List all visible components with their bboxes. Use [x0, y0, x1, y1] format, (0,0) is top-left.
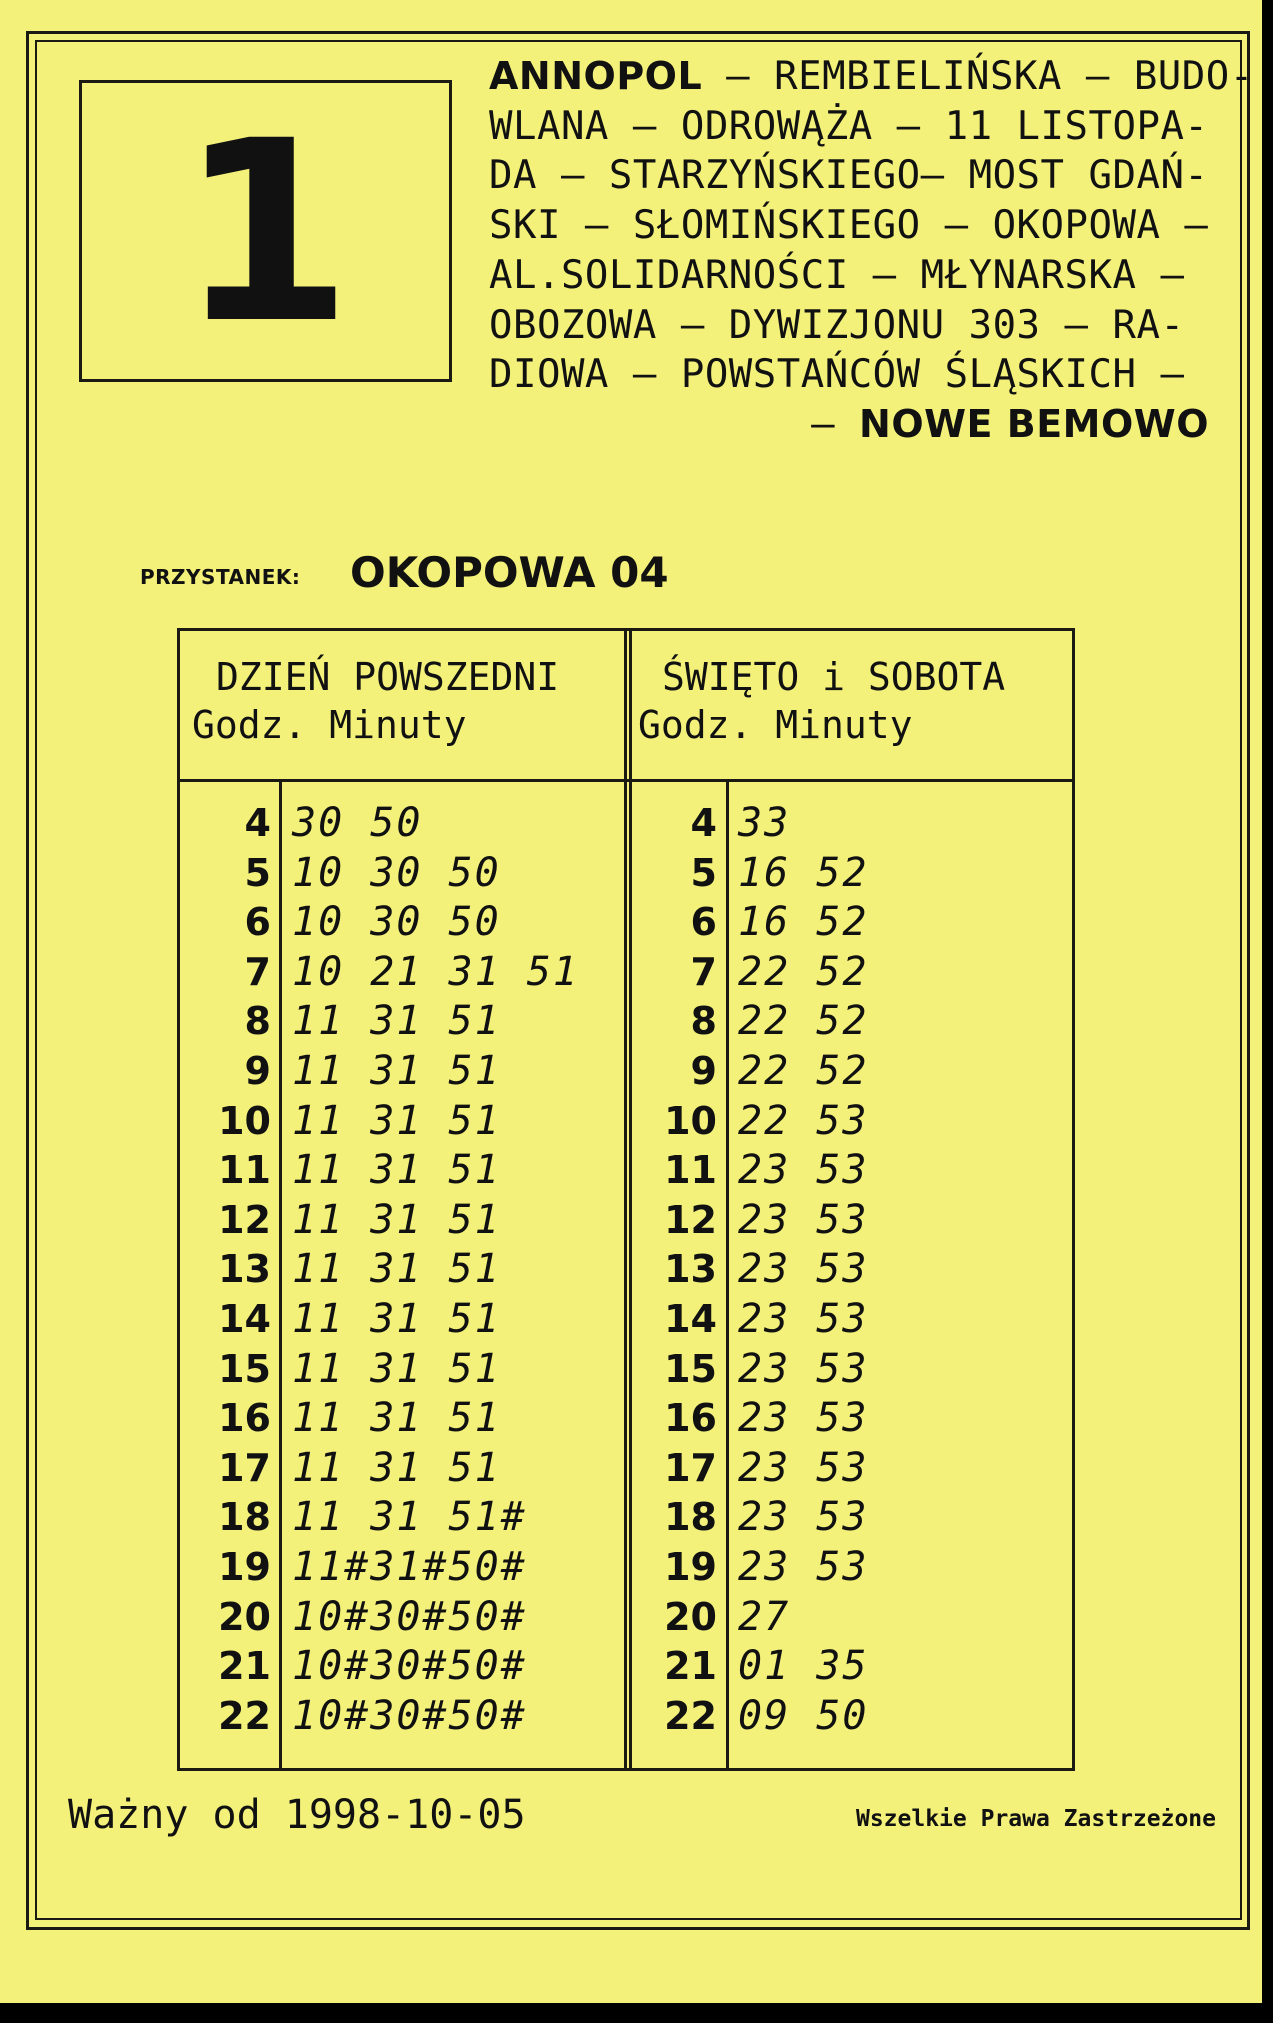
- weekday-rows: [180, 799, 579, 1741]
- route-line: [489, 251, 1229, 301]
- minutes: 23 53: [738, 1494, 869, 1541]
- minutes: 33: [738, 800, 791, 846]
- minutes: 27: [738, 1593, 791, 1640]
- hour: 21: [664, 1644, 717, 1689]
- route-line: [489, 400, 1229, 450]
- holiday-row: [626, 1444, 869, 1494]
- holiday-header: [638, 653, 1006, 749]
- minutes: 10 21 31 51: [292, 948, 579, 995]
- holiday-row: [626, 1543, 869, 1593]
- hour: 10: [664, 1098, 717, 1143]
- holiday-title: ŚWIĘTO i SOBOTA: [662, 655, 1006, 699]
- holiday-row: [626, 1394, 869, 1444]
- weekday-row: [180, 1097, 501, 1147]
- route-line: [489, 52, 1254, 102]
- route-description: [489, 52, 1254, 450]
- route-segment: OBOZOWA – DYWIZJONU 303 – RA-: [489, 302, 1185, 348]
- valid-from: Ważny od 1998-10-05: [68, 1792, 526, 1838]
- weekday-row: [180, 1642, 527, 1692]
- hour: 20: [218, 1594, 271, 1639]
- hour: 8: [244, 999, 271, 1044]
- weekday-row: [180, 1593, 527, 1643]
- minutes: 22 53: [738, 1097, 869, 1144]
- minutes: 11 31 51: [292, 1196, 501, 1243]
- hour: 21: [218, 1644, 271, 1689]
- minutes: 11#31#50#: [292, 1543, 527, 1590]
- minutes: 23 53: [738, 1147, 869, 1194]
- holiday-row: [626, 1493, 869, 1543]
- hour: 20: [664, 1594, 717, 1639]
- minutes: 11 31 51: [292, 1047, 501, 1094]
- rights-notice: Wszelkie Prawa Zastrzeżone: [855, 1806, 1216, 1832]
- hour: 12: [218, 1197, 271, 1242]
- holiday-row: [626, 849, 869, 899]
- holiday-rows: [626, 799, 869, 1741]
- weekday-row: [180, 1394, 501, 1444]
- weekday-row: [180, 1047, 501, 1097]
- hour: 9: [244, 1048, 271, 1093]
- hour: 9: [690, 1048, 717, 1093]
- hour: 22: [218, 1693, 271, 1738]
- weekday-row: [180, 1543, 527, 1593]
- hour: 4: [244, 801, 271, 845]
- hour: 12: [664, 1197, 717, 1242]
- holiday-row: [626, 948, 869, 998]
- holiday-row: [626, 1047, 869, 1097]
- holiday-hour-divider: [726, 779, 729, 1768]
- holiday-row: [626, 1345, 869, 1395]
- hour: 13: [664, 1247, 717, 1292]
- route-segment: WLANA – ODROWĄŻA – 11 LISTOPA-: [489, 103, 1209, 149]
- holiday-subtitle: Godz. Minuty: [638, 703, 913, 747]
- route-segment: DA – STARZYŃSKIEGO– MOST GDAŃ-: [489, 153, 1209, 199]
- weekday-row: [180, 1444, 501, 1494]
- weekday-header: [192, 653, 560, 749]
- hour: 19: [218, 1544, 271, 1589]
- minutes: 23 53: [738, 1543, 869, 1590]
- holiday-row: [626, 997, 869, 1047]
- hour: 7: [244, 949, 271, 994]
- hour: 4: [690, 801, 717, 845]
- hour: 14: [218, 1296, 271, 1341]
- holiday-row: [626, 1642, 869, 1692]
- minutes: 10 30 50: [292, 899, 501, 946]
- holiday-row: [626, 898, 869, 948]
- weekday-row: [180, 1692, 527, 1742]
- minutes: 11 31 51: [292, 1246, 501, 1293]
- route-segment: AL.SOLIDARNOŚCI – MŁYNARSKA –: [489, 252, 1185, 298]
- weekday-row: [180, 1245, 501, 1295]
- minutes: 11 31 51: [292, 1147, 501, 1194]
- minutes: 11 31 51#: [292, 1494, 527, 1541]
- hour: 6: [690, 900, 717, 945]
- route-line: [489, 102, 1229, 152]
- holiday-row: [626, 1245, 869, 1295]
- weekday-row: [180, 1196, 501, 1246]
- stop-name: OKOPOWA 04: [350, 548, 669, 597]
- minutes: 10#30#50#: [292, 1692, 527, 1739]
- minutes: 10#30#50#: [292, 1643, 527, 1690]
- hour: 19: [664, 1544, 717, 1589]
- minutes: 23 53: [738, 1246, 869, 1293]
- hour: 10: [218, 1098, 271, 1143]
- hour: 16: [664, 1396, 717, 1441]
- route-segment: DIOWA – POWSTAŃCÓW ŚLĄSKICH –: [489, 352, 1185, 398]
- minutes: 23 53: [738, 1196, 869, 1243]
- hour: 5: [690, 850, 717, 895]
- hour: 22: [664, 1693, 717, 1738]
- minutes: 11 31 51: [292, 1345, 501, 1392]
- minutes: 01 35: [738, 1643, 869, 1690]
- weekday-row: [180, 898, 501, 948]
- minutes: 11 31 51: [292, 1295, 501, 1342]
- minutes: 10#30#50#: [292, 1593, 527, 1640]
- holiday-row: [626, 799, 791, 849]
- hour: 7: [690, 949, 717, 994]
- minutes: 16 52: [738, 899, 869, 946]
- holiday-row: [626, 1097, 869, 1147]
- minutes: 11 31 51: [292, 1444, 501, 1491]
- hour: 11: [664, 1148, 717, 1193]
- weekday-title: DZIEŃ POWSZEDNI: [216, 655, 560, 699]
- minutes: 22 52: [738, 998, 869, 1045]
- hour: 17: [218, 1445, 271, 1490]
- holiday-row: [626, 1692, 869, 1742]
- hour: 15: [218, 1346, 271, 1391]
- minutes: 22 52: [738, 948, 869, 995]
- holiday-row: [626, 1146, 869, 1196]
- minutes: 22 52: [738, 1047, 869, 1094]
- minutes: 09 50: [738, 1692, 869, 1739]
- hour: 15: [664, 1346, 717, 1391]
- hour: 18: [664, 1495, 717, 1540]
- timetable-table: [177, 628, 1075, 1771]
- line-number: 1: [178, 87, 353, 378]
- minutes: 11 31 51: [292, 1097, 501, 1144]
- route-segment: –: [811, 401, 860, 447]
- weekday-row: [180, 1493, 527, 1543]
- stop-label: PRZYSTANEK:: [140, 565, 301, 589]
- header-divider: [180, 779, 1072, 782]
- route-line: [489, 350, 1229, 400]
- minutes: 30 50: [292, 800, 423, 846]
- hour: 8: [690, 999, 717, 1044]
- route-line: [489, 201, 1229, 251]
- minutes: 23 53: [738, 1295, 869, 1342]
- minutes: 11 31 51: [292, 998, 501, 1045]
- weekday-row: [180, 948, 579, 998]
- minutes: 23 53: [738, 1345, 869, 1392]
- weekday-row: [180, 997, 501, 1047]
- route-segment: SKI – SŁOMIŃSKIEGO – OKOPOWA –: [489, 203, 1209, 249]
- weekday-row: [180, 1345, 501, 1395]
- route-line: [489, 301, 1229, 351]
- hour: 5: [244, 850, 271, 895]
- hour: 17: [664, 1445, 717, 1490]
- weekday-row: [180, 849, 501, 899]
- holiday-row: [626, 1593, 791, 1643]
- hour: 6: [244, 900, 271, 945]
- route-segment: – REMBIELIŃSKA – BUDO-: [702, 54, 1254, 99]
- route-line: [489, 151, 1229, 201]
- hour: 11: [218, 1148, 271, 1193]
- holiday-row: [626, 1295, 869, 1345]
- holiday-row: [626, 1196, 869, 1246]
- weekday-row: [180, 1146, 501, 1196]
- hour: 18: [218, 1495, 271, 1540]
- minutes: 23 53: [738, 1444, 869, 1491]
- hour: 14: [664, 1296, 717, 1341]
- minutes: 23 53: [738, 1395, 869, 1442]
- line-number-box: [79, 80, 452, 382]
- hour: 16: [218, 1396, 271, 1441]
- minutes: 11 31 51: [292, 1395, 501, 1442]
- minutes: 16 52: [738, 849, 869, 896]
- route-terminus: ANNOPOL: [489, 54, 703, 98]
- minutes: 10 30 50: [292, 849, 501, 896]
- weekday-row: [180, 1295, 501, 1345]
- route-terminus: NOWE BEMOWO: [859, 401, 1209, 446]
- weekday-subtitle: Godz. Minuty: [192, 703, 467, 747]
- weekday-row: [180, 799, 423, 849]
- hour: 13: [218, 1247, 271, 1292]
